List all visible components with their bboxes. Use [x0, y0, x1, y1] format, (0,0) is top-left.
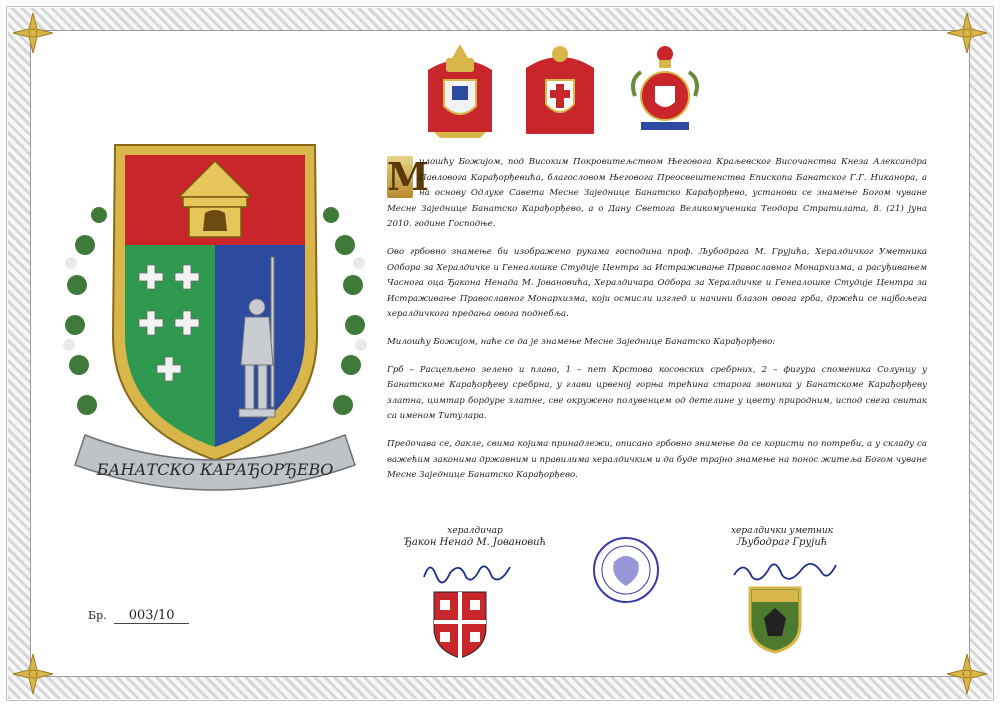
serbian-royal-arms-icon — [520, 40, 600, 140]
ribbon-text: БАНАТСКО КАРАЂОРЂЕВО — [96, 460, 334, 479]
top-coats-of-arms — [420, 40, 710, 150]
document-number — [88, 608, 189, 624]
paragraph-1-text: илошћу Божијом, под Високим Покровитељством Његовога Краљевског Височанства Кнеза Александра Павловога Карађорђевића, благословом Његовога Преосвештенства Епископа Банатског Г.Г. Никанора, а на основу Одлуке Савета Месне Заједнице Банатско Карађорђево, установи се знамење Богом чуване Месне Заједнице Банатско Карађорђево, а о Дану Светога Великомученика Теодора Стратилата, 8. (21) јуна 2010. године Господње. — [387, 157, 927, 230]
heraldist-name: Ђакон Ненад М. Јовановић — [403, 537, 547, 548]
paragraph-4: Грб – Расцепљено зелено и плаво, 1 – пет Крстова косовских сребрних, 2 – фигура споменика Солунцу у Банатскоме Карађорђеву сребрна, у глави црвеној горња трећина старога звоника у Банатскоме Карађорђеву златна, цимтар бордуре златне, све окружено полувенцем од детелине у цвету природним, испод свега свитак са именом Титулара. — [387, 364, 927, 422]
main-coat-of-arms — [55, 135, 375, 505]
heraldist-title: хералдичар — [447, 526, 503, 536]
corner-cross-icon — [944, 651, 990, 697]
corner-cross-icon — [10, 10, 56, 56]
corner-cross-icon — [944, 10, 990, 56]
number-value: 003/10 — [114, 608, 189, 624]
artist-name: Љубодраг Грујић — [736, 537, 828, 548]
artist-signature-icon — [730, 555, 840, 589]
number-label: Бр. — [88, 609, 107, 622]
coat-of-arms-graphic — [55, 135, 375, 505]
paragraph-2: Ово грбовно знамење би изображено рукама господина проф. Љубодрага М. Грујића, Хералдичког Уметника Одбора за Хералдичке и Генеалошке Студије Центра за Истраживање Православног Монархизма, а расуђивањем Часнога оца Ђакона Ненада М. Јовановића, Хералдичара Одбора за Хералдичке и Генеалошке Студије Центра за Истраживање Православног Монархизма, који осмисли изглед и начини блазон овога грба, држећи се најбољега хералдичкога предања овога поднебља. — [387, 246, 927, 320]
charter-text — [387, 155, 927, 496]
serbian-state-arms-icon — [625, 40, 705, 140]
official-seal-icon — [592, 536, 660, 604]
paragraph-5: Предочава се, дакле, свима којима принадлежи, описано грбовно знамење да се користи по потреби, а у складу са важећим законима државним и правилима хералдичким и да буде трајно знамење на понос житеља Богом чуване Месне Заједнице Банатско Карађорђево. — [387, 438, 927, 481]
artist-signature-block — [702, 525, 862, 549]
artist-title: хералдички уметник — [730, 526, 834, 536]
artist-personal-arms-icon — [746, 586, 804, 654]
corner-cross-icon — [10, 651, 56, 697]
heraldist-personal-arms-icon — [430, 590, 490, 660]
heraldist-signature-block — [400, 525, 550, 549]
paragraph-3: Милошћу Божијом, наће се да је знамење Месне Заједнице Банатско Карађорђево: — [387, 336, 776, 347]
dropcap-letter: М — [387, 154, 430, 199]
ecclesiastical-arms-icon — [420, 40, 500, 140]
paragraph-1 — [387, 155, 927, 233]
heraldist-signature-icon — [420, 555, 515, 589]
